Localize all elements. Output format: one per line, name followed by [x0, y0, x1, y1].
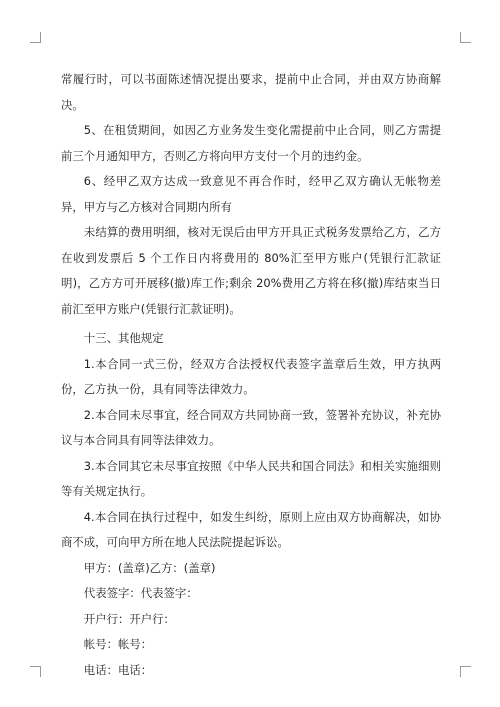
signature-line-bank: 开户行：开户行： [83, 611, 175, 626]
signature-line-phone: 电话：电话： [83, 662, 153, 677]
crop-mark-bottom-left [30, 666, 41, 677]
crop-mark-top-right [460, 32, 471, 43]
signature-line-account: 帐号：帐号： [83, 637, 153, 651]
signature-line-party: 甲方：(盖章)乙方：(盖章) [83, 560, 216, 575]
section-heading-13: 十三、其他规定 [83, 331, 164, 345]
paragraph-clause-5: 5、在租赁期间，如因乙方业务发生变化需提前中止合同，则乙方需提前三个月通知甲方，否则乙方将向甲方支付一个月的违约金。 [61, 123, 441, 163]
paragraph-rule-2: 2.本合同未尽事宜，经合同双方共同协商一致，签署补充协议，补充协议与本合同具有同等法律效力。 [61, 407, 441, 447]
crop-mark-top-left [30, 32, 41, 43]
paragraph-rule-4: 4.本合同在执行过程中，如发生纠纷，原则上应由双方协商解决，如协商不成，可向甲方所在地人民法院提起诉讼。 [61, 509, 441, 549]
document-body [61, 67, 441, 683]
paragraph-rule-1: 1.本合同一式三份，经双方合法授权代表签字盖章后生效，甲方执两份，乙方执一份，具有同等法律效力。 [61, 356, 441, 396]
paragraph-termination-continued: 常履行时，可以书面陈述情况提出要求，提前中止合同，并由双方协商解决。 [61, 72, 441, 112]
paragraph-settlement: 未结算的费用明细，核对无误后由甲方开具正式税务发票给乙方，乙方在收到发票后 5 个工作日内将费用的 80%汇至甲方账户(凭银行汇款证明)，乙方方可开展移(撤)库工作;剩余 20%费用乙方将在移(撤)库结束当日前汇至甲方账户(凭银行汇款证明)。 [61, 225, 441, 316]
paragraph-rule-3: 3.本合同其它未尽事宜按照《中华人民共和国合同法》和相关实施细则等有关规定执行。 [61, 458, 441, 498]
signature-line-representative: 代表签字：代表签字： [83, 586, 198, 600]
paragraph-clause-6: 6、经甲乙双方达成一致意见不再合作时，经甲乙双方确认无帐物差异，甲方与乙方核对合同期内所有 [61, 174, 441, 214]
crop-mark-bottom-right [460, 666, 471, 677]
